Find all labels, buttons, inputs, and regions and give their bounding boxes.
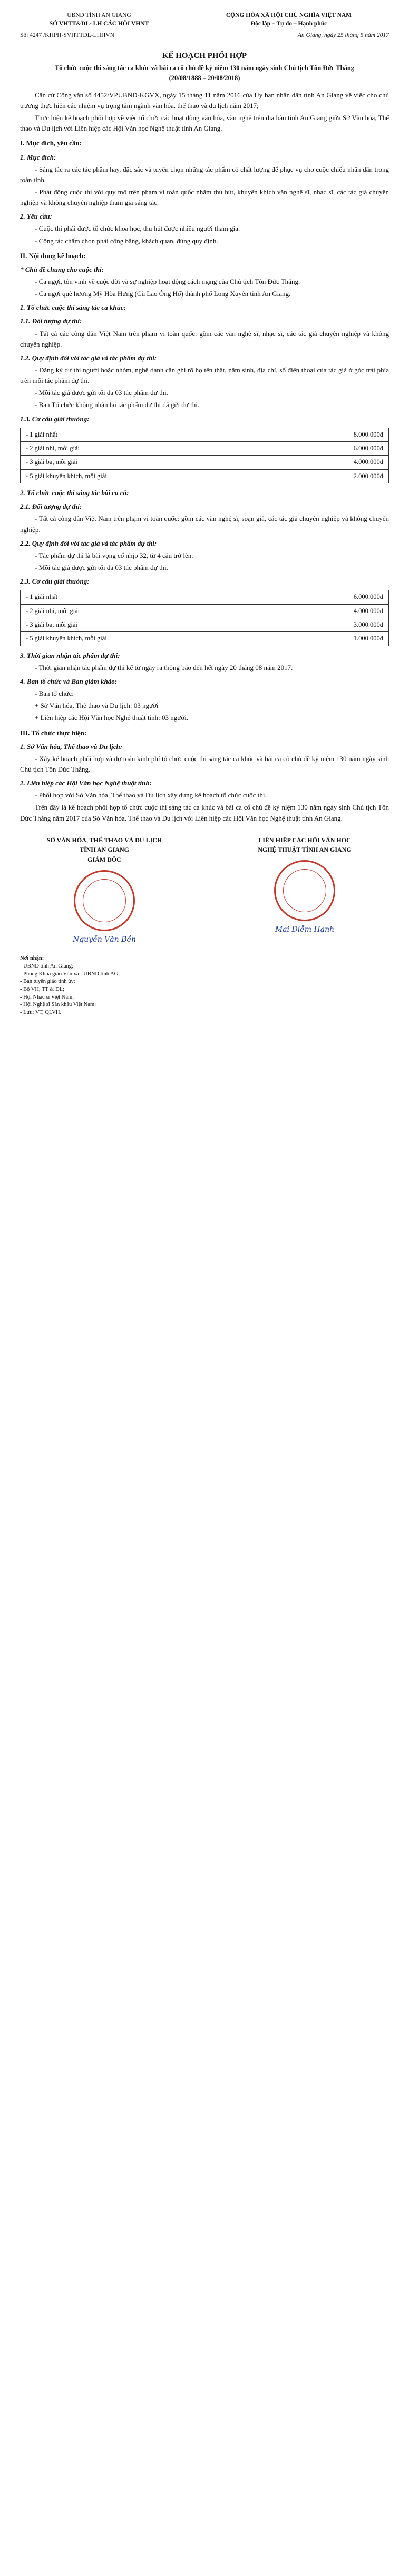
official-seal-right [274, 860, 335, 921]
prize-value: 6.000.000đ [283, 442, 389, 456]
dept-culture-heading: 1. Sở Văn hóa, Thể thao và Du lịch: [20, 742, 123, 751]
right-org-line-2: NGHỆ THUẬT TỈNH AN GIANG [258, 846, 352, 854]
prize-label: - 5 giải khuyến khích, mỗi giải [21, 469, 283, 483]
prize-row [21, 456, 389, 469]
general-theme-item: - Ca ngợi, tôn vinh về cuộc đời và sự nghiệp hoạt động cách mạng của Chủ tịch Tôn Đức Thắng. [35, 277, 300, 285]
cailuong-rule-item: - Tác phẩm dự thi là bài vọng cổ nhịp 32, từ 4 câu trở lên. [35, 551, 193, 559]
recipients-list [20, 955, 157, 1017]
prize-value: 1.000.000đ [283, 632, 389, 646]
requirement-heading: 2. Yêu cầu: [20, 212, 52, 221]
section-3-heading: III. Tổ chức thực hiện: [20, 728, 87, 737]
left-org-line-2: TỈNH AN GIANG [79, 846, 129, 854]
left-signer-name: Nguyễn Văn Bền [72, 935, 137, 944]
document-header [20, 12, 389, 28]
section-1-heading: I. Mục đích, yêu cầu: [20, 139, 82, 147]
issuer-block [20, 12, 178, 28]
prize-label: - 3 giải ba, mỗi giải [21, 456, 283, 469]
song-rule-item: - Mỗi tác giả được gửi tối đa 03 tác phẩm dự thi. [35, 389, 168, 397]
cailuong-prize-heading: 2.3. Cơ cấu giải thưởng: [20, 577, 90, 586]
purpose-heading: 1. Mục đích: [20, 153, 56, 161]
cailuong-eligibility-heading: 2.1. Đối tượng dự thi: [20, 502, 82, 511]
requirement-item: - Công tác chấm chọn phải công bằng, khách quan, đúng quy định. [35, 236, 218, 245]
intro-paragraph-2: Thực hiện kế hoạch phối hợp về việc tổ chức các hoạt động văn hóa, văn nghệ trên địa bàn tỉnh An Giang giữa Sở Văn hóa, Thể thao và Du lịch với Liên hiệp các Hội Văn học Nghệ thuật tỉnh An Giang. [20, 114, 389, 133]
purpose-item: - Phát động cuộc thi với quy mô trên phạm vi toàn quốc nhằm thu hút, khuyến khích văn nghệ sĩ, nhạc sĩ, các tác giả chuyên nghiệp và không chuyên nghiệp tham gia sáng tác. [20, 187, 389, 207]
prize-value: 4.000.000đ [283, 456, 389, 469]
recipient-item: - Hội Nghệ sĩ Sân khấu Việt Nam; [20, 1002, 96, 1008]
song-rule-item: - Đăng ký dự thi người hoặc nhóm, nghệ danh cần ghi rõ họ tên thật, năm sinh, địa chỉ, số điện thoại của tác giả ở góc trái phía trên mỗi tác phẩm dự thi. [20, 366, 389, 385]
arts-union-heading: 2. Liên hiệp các Hội Văn học Nghệ thuật tỉnh: [20, 779, 152, 787]
prize-row [21, 604, 389, 618]
song-rule-item: - Ban Tổ chức không nhận lại tác phẩm dự thi đã gửi dự thi. [35, 401, 200, 409]
prize-value: 4.000.000đ [283, 604, 389, 618]
section-2-heading: II. Nội dung kế hoạch: [20, 251, 86, 260]
prize-label: - 2 giải nhì, mỗi giải [21, 442, 283, 456]
song-rules-heading: 1.2. Quy định đối với tác giả và tác phẩm dự thi: [20, 353, 157, 362]
prize-label: - 1 giải nhất [21, 590, 283, 604]
prize-label: - 2 giải nhì, mỗi giải [21, 604, 283, 618]
prize-value: 2.000.000đ [283, 469, 389, 483]
organizers-item: - Ban tổ chức: [35, 689, 74, 698]
left-signature-block [20, 835, 189, 945]
issuer-line-1: UBND TỈNH AN GIANG [67, 12, 131, 18]
recipient-item: - Ban tuyên giáo tỉnh ủy; [20, 979, 75, 985]
prize-label: - 3 giải ba, mỗi giải [21, 618, 283, 632]
prize-value: 3.000.000đ [283, 618, 389, 632]
song-eligibility-text: - Tất cả các công dân Việt Nam trên phạm vi toàn quốc: gồm các văn nghệ sĩ, nhạc sĩ, các tác giả chuyên nghiệp và không chuyên nghiệp. [20, 329, 389, 348]
cailuong-contest-heading: 2. Tổ chức cuộc thi sáng tác bài ca cổ: [20, 489, 129, 497]
prize-row [21, 618, 389, 632]
prize-row [21, 590, 389, 604]
reference-row [20, 31, 389, 41]
national-motto: Độc lập – Tự do – Hạnh phúc [250, 20, 327, 27]
song-contest-heading: 1. Tổ chức cuộc thi sáng tác ca khúc: [20, 303, 126, 312]
right-signer-name: Mai Diễm Hạnh [275, 925, 335, 934]
left-org-line-1: SỞ VĂN HÓA, THỂ THAO VÀ DU LỊCH [46, 836, 162, 844]
cailuong-prize-table [20, 590, 389, 646]
organizers-item: + Sở Văn hóa, Thể thao và Du lịch: 03 người [35, 702, 159, 710]
document-page [20, 0, 389, 1017]
cailuong-rule-item: - Mỗi tác giả được gửi tối đa 03 tác phẩm dự thi. [35, 563, 168, 571]
closing-paragraph: Trên đây là kế hoạch phối hợp tổ chức cuộc thi sáng tác ca khúc và bài ca cổ chủ đề kỷ niệm 130 năm ngày sinh Chủ tịch Tôn Đức Thắng năm 2017 của Sở Văn hóa, Thể thao và Du lịch với Liên hiệp các Hội Văn học Nghệ thuật tỉnh An Giang. [20, 803, 389, 822]
reference-number: Số: 4247 /KHPH-SVHTTDL-LHHVN [20, 32, 114, 39]
song-eligibility-heading: 1.1. Đối tượng dự thi: [20, 317, 82, 325]
left-role: GIÁM ĐỐC [87, 855, 121, 863]
organizers-heading: 4. Ban tổ chức và Ban giám khảo: [20, 677, 118, 686]
prize-value: 8.000.000đ [283, 428, 389, 441]
issue-date: An Giang, ngày 25 tháng 5 năm 2017 [297, 32, 389, 39]
official-seal-left [74, 870, 135, 931]
prize-row [21, 442, 389, 456]
prize-row [21, 632, 389, 646]
right-org-line-1: LIÊN HIỆP CÁC HỘI VĂN HỌC [258, 836, 351, 844]
dept-culture-text: - Xây kế hoạch phối hợp và dự toán kinh phí tổ chức cuộc thi sáng tác ca khúc và bài ca cổ chủ đề kỷ niệm 130 năm ngày sinh Chủ tịch Tôn Đức Thắng. [20, 754, 389, 774]
song-prize-heading: 1.3. Cơ cấu giải thưởng: [20, 414, 90, 423]
cailuong-rules-heading: 2.2. Quy định đối với tác giả và tác phẩm dự thi: [20, 539, 157, 547]
national-title: CỘNG HÒA XÃ HỘI CHỦ NGHĨA VIỆT NAM [226, 12, 352, 18]
organizers-item: + Liên hiệp các Hội Văn học Nghệ thuật tỉnh: 03 người. [35, 714, 189, 722]
signature-area [20, 835, 389, 945]
recipient-item: - Phòng Khoa giáo Văn xã - UBND tỉnh AG; [20, 971, 120, 977]
issuer-line-2: SỞ VHTT&DL- LH CÁC HỘI VHNT [49, 20, 149, 27]
song-prize-table [20, 428, 389, 484]
prize-value: 6.000.000đ [283, 590, 389, 604]
recipient-item: - Bộ VH, TT & DL; [20, 986, 65, 992]
document-title: KẾ HOẠCH PHỐI HỢP [162, 51, 247, 60]
national-motto-block [189, 12, 389, 28]
requirement-item: - Cuộc thi phải được tổ chức khoa học, thu hút được nhiều người tham gia. [35, 224, 240, 233]
recipients-heading: Nơi nhận: [20, 955, 44, 962]
prize-label: - 5 giải khuyến khích, mỗi giải [21, 632, 283, 646]
submission-period-text: - Thời gian nhận tác phẩm dự thi kể từ ngày ra thông báo đến hết ngày 20 tháng 08 năm 2017. [35, 663, 293, 672]
recipient-item: - UBND tỉnh An Giang; [20, 963, 73, 969]
right-signature-block [220, 835, 389, 945]
submission-period-heading: 3. Thời gian nhận tác phẩm dự thi: [20, 651, 120, 659]
recipient-item: - Lưu: VT, QLVH. [20, 1010, 62, 1016]
arts-union-text: - Phối hợp với Sở Văn hóa, Thể thao và Du lịch xây dựng kế hoạch tổ chức cuộc thi. [35, 791, 267, 800]
recipient-item: - Hội Nhạc sĩ Việt Nam; [20, 994, 74, 1000]
purpose-item: - Sáng tác ra các tác phẩm hay, đặc sắc và tuyên chọn những tác phẩm có chất lượng để phục vụ cho cuộc chiếu nhân dân trong toàn tỉnh. [20, 165, 389, 184]
general-theme-item: - Ca ngợi quê hương Mỹ Hòa Hưng (Cù Lao Ông Hổ) thành phố Long Xuyên tỉnh An Giang. [35, 290, 291, 298]
prize-row [21, 469, 389, 483]
cailuong-eligibility-text: - Tất cả công dân Việt Nam trên phạm vi toàn quốc: gồm các văn nghệ sĩ, soạn giả, các tác giả chuyên nghiệp và không chuyên nghiệp. [20, 515, 389, 534]
prize-row [21, 428, 389, 441]
general-theme-heading: * Chủ đề chung cho cuộc thi: [20, 265, 104, 273]
prize-label: - 1 giải nhất [21, 428, 283, 441]
document-subtitle: Tổ chức cuộc thi sáng tác ca khúc và bài ca cổ chủ đề kỷ niệm 130 năm ngày sinh Chủ tịch Tôn Đức Thắng (20/08/1888 – 20/08/2018) [54, 64, 355, 82]
intro-paragraph-1: Căn cứ Công văn số 4452/VPUBND-KGVX, ngày 15 tháng 11 năm 2016 của Ủy ban nhân dân tỉnh An Giang về việc cho chủ trương thực hiện các nhiệm vụ trọng tâm ngành văn hóa, thể thao và du lịch năm 2017; [20, 91, 389, 110]
